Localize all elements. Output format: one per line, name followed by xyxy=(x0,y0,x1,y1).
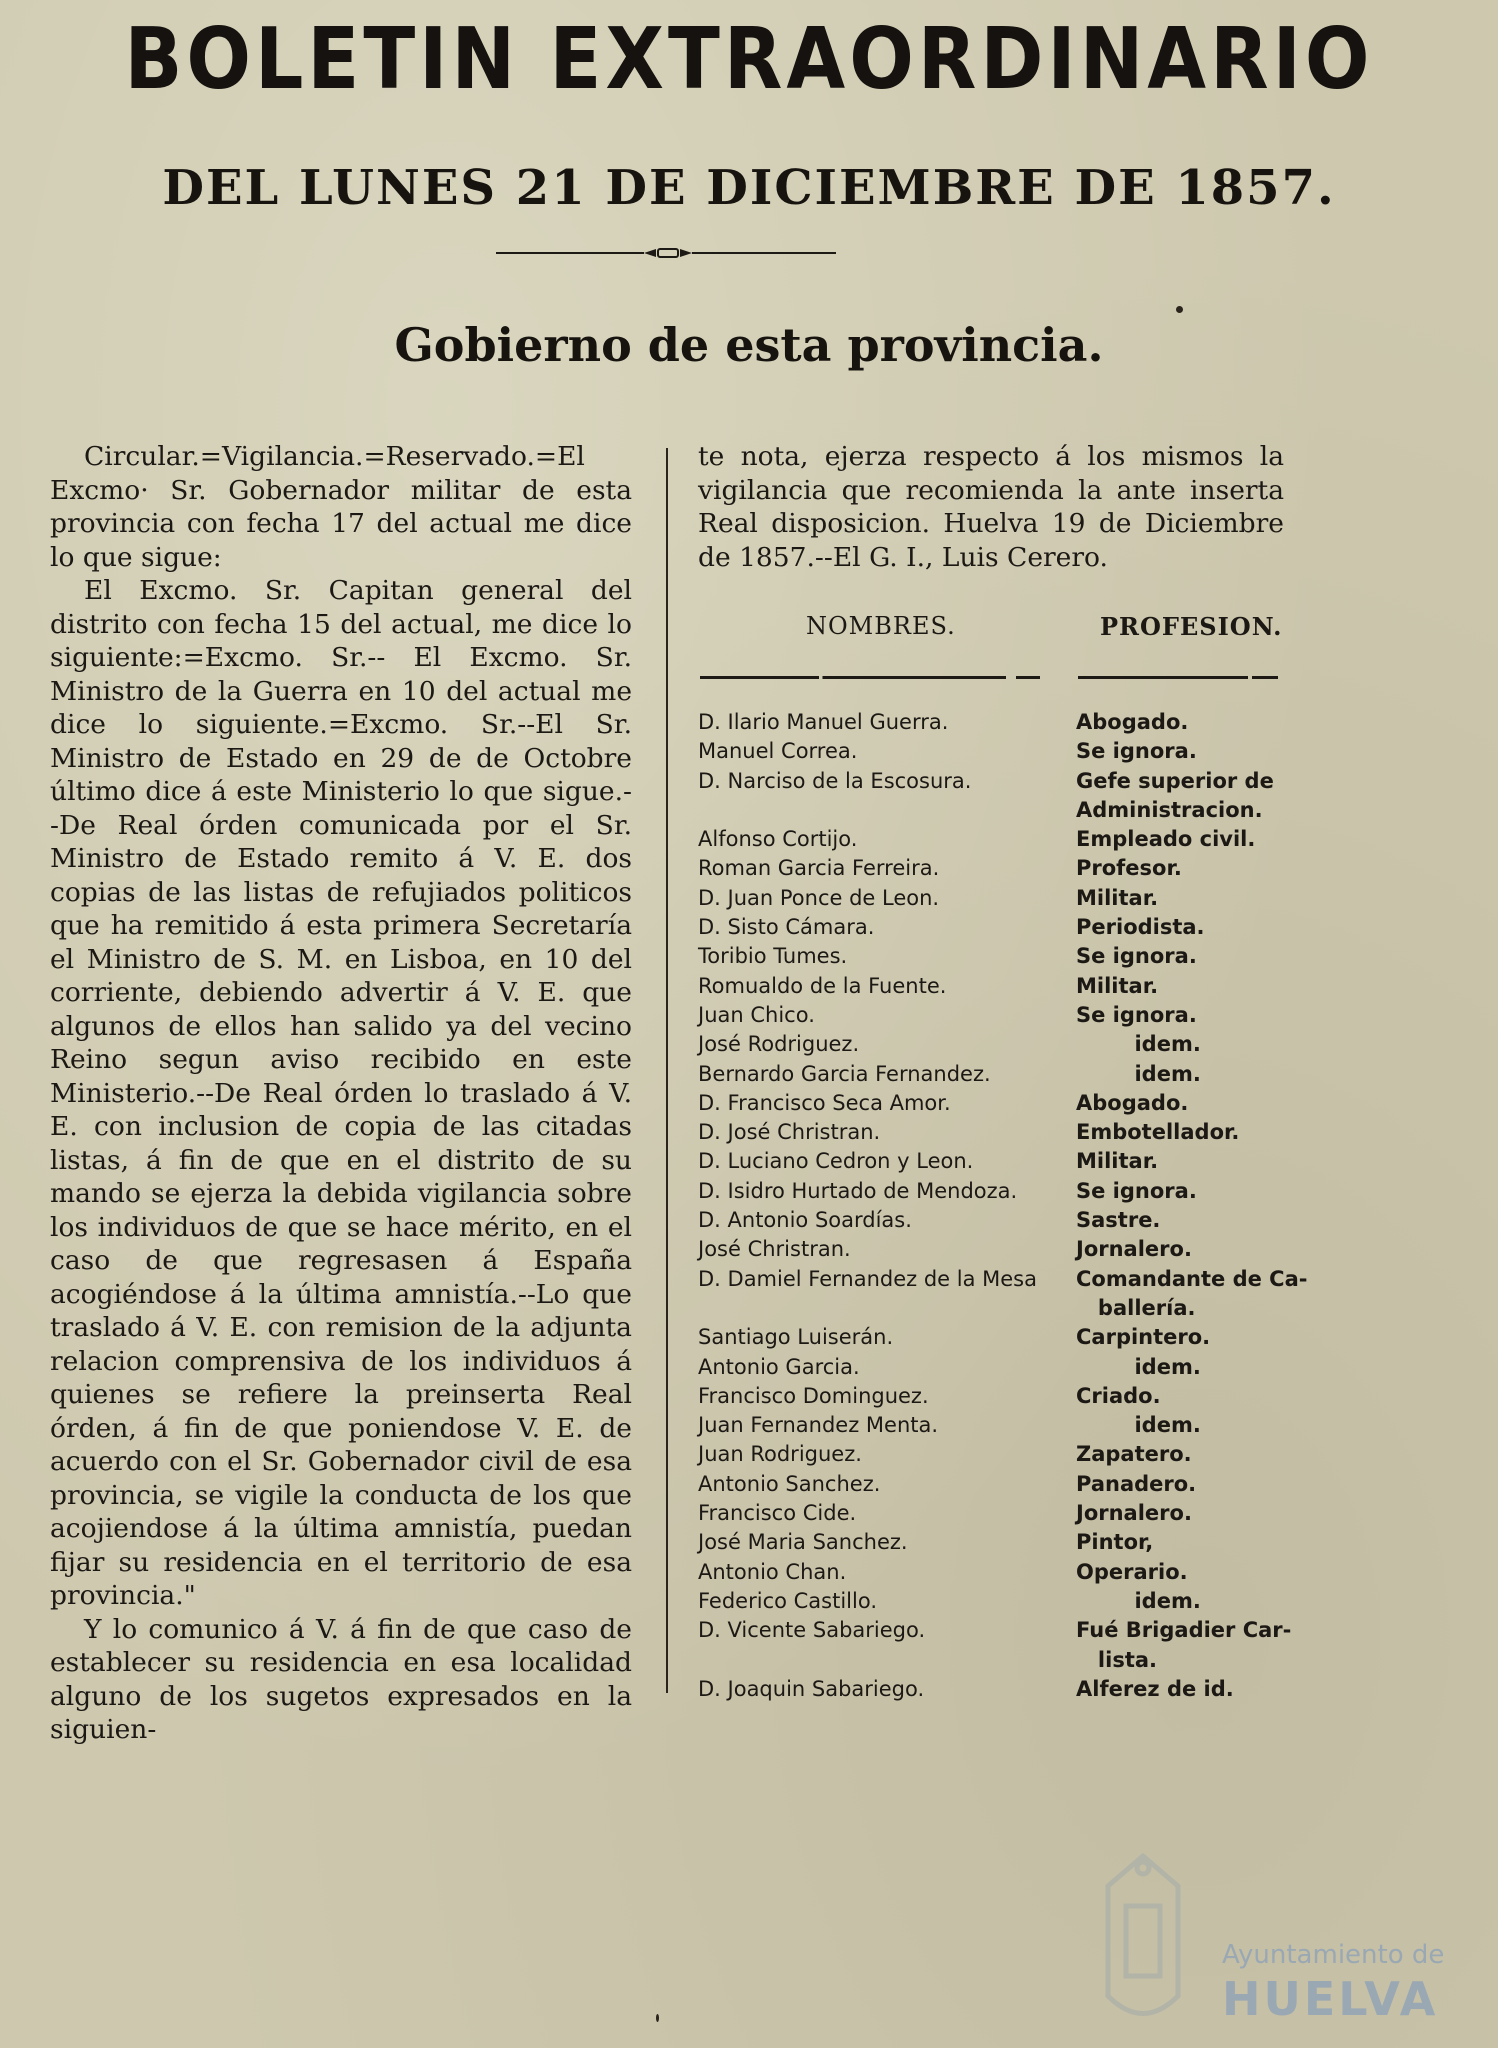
watermark-line1: Ayuntamiento de xyxy=(1222,1940,1445,1970)
list-item xyxy=(698,1382,1298,1411)
column-divider xyxy=(666,448,668,1693)
ink-spot xyxy=(1176,306,1183,313)
entry-name: Federico Castillo. xyxy=(698,1588,878,1613)
entry-name xyxy=(698,1646,1076,1675)
list-item xyxy=(698,1528,1298,1557)
list-item xyxy=(698,913,1298,942)
entry-profession: Se ignora. xyxy=(1076,739,1197,764)
list-item xyxy=(698,972,1298,1001)
entry-profession: Se ignora. xyxy=(1076,1178,1197,1203)
ink-spot xyxy=(656,2014,659,2022)
entry-name: Antonio Sanchez. xyxy=(698,1471,881,1496)
list-item xyxy=(698,1294,1298,1323)
entry-profession: lista. xyxy=(1076,1647,1158,1672)
entry-profession: Empleado civil. xyxy=(1076,827,1256,852)
entry-profession: Operario. xyxy=(1076,1559,1188,1584)
entry-profession: Profesor. xyxy=(1076,856,1182,881)
list-item xyxy=(698,854,1298,883)
entry-profession: Alferez de id. xyxy=(1076,1676,1234,1701)
list-item xyxy=(698,1646,1298,1675)
entry-name: Manuel Correa. xyxy=(698,739,858,764)
entry-profession: idem. xyxy=(1076,1588,1201,1613)
entry-profession: Sastre. xyxy=(1076,1208,1161,1233)
right-column-text xyxy=(698,440,1284,574)
entry-profession: Abogado. xyxy=(1076,710,1189,734)
entry-name: Francisco Cide. xyxy=(698,1501,857,1526)
profession-rule xyxy=(1078,676,1278,679)
paragraph-circular: Circular.=Vigilancia.=Reservado.=El Excmo· Sr. Gobernador militar de esta provincia con fecha 17 del actual me dice lo que sigue: xyxy=(50,441,632,573)
entry-profession: ballería. xyxy=(1076,1295,1196,1320)
list-item xyxy=(698,1675,1298,1704)
list-item xyxy=(698,1118,1298,1147)
entry-profession: Pintor, xyxy=(1076,1530,1154,1555)
entry-profession: Periodista. xyxy=(1076,915,1205,940)
entry-name: Alfonso Cortijo. xyxy=(698,827,858,852)
entry-profession: Militar. xyxy=(1076,885,1159,910)
entry-profession: Carpintero. xyxy=(1076,1325,1211,1350)
names-header: NOMBRES. xyxy=(806,612,956,640)
list-item xyxy=(698,884,1298,913)
divider-ornament xyxy=(496,246,836,260)
entry-name: D. Juan Ponce de Leon. xyxy=(698,885,940,910)
names-rule xyxy=(700,676,1040,679)
list-item xyxy=(698,1089,1298,1118)
watermark-line2: HUELVA xyxy=(1222,1972,1439,2026)
list-item xyxy=(698,1616,1298,1645)
section-title: Gobierno de esta provincia. xyxy=(394,318,1104,372)
entry-name: D. Isidro Hurtado de Mendoza. xyxy=(698,1178,1018,1203)
entry-name: Santiago Luiserán. xyxy=(698,1325,894,1350)
entry-profession: Abogado. xyxy=(1076,1090,1189,1115)
profession-header: PROFESION. xyxy=(1100,612,1283,641)
list-item xyxy=(698,1323,1298,1352)
entry-profession: Embotellador. xyxy=(1076,1120,1240,1145)
list-item xyxy=(698,1030,1298,1059)
entry-name: José Christran. xyxy=(698,1237,851,1262)
entry-name: Juan Fernandez Menta. xyxy=(698,1413,939,1438)
entry-name: D. Luciano Cedron y Leon. xyxy=(698,1149,974,1174)
entry-name: D. Sisto Cámara. xyxy=(698,915,875,940)
entry-name: D. Damiel Fernandez de la Mesa xyxy=(698,1266,1037,1291)
masthead-title: BOLETIN EXTRAORDINARIO xyxy=(124,8,1374,109)
entry-profession: idem. xyxy=(1076,1061,1201,1086)
entry-profession: Jornalero. xyxy=(1076,1501,1192,1526)
entry-profession: Militar. xyxy=(1076,973,1159,998)
list-item xyxy=(698,1470,1298,1499)
entry-name: Juan Rodriguez. xyxy=(698,1442,862,1467)
list-item xyxy=(698,1558,1298,1587)
entry-profession: Zapatero. xyxy=(1076,1442,1192,1467)
entry-name: D. Ilario Manuel Guerra. xyxy=(698,710,949,734)
entry-profession: Se ignora. xyxy=(1076,944,1197,969)
list-item xyxy=(698,1177,1298,1206)
entry-profession: Administracion. xyxy=(1076,797,1263,822)
entry-profession: Militar. xyxy=(1076,1149,1159,1174)
entry-profession: Jornalero. xyxy=(1076,1237,1192,1262)
entry-name: Bernardo Garcia Fernandez. xyxy=(698,1061,991,1086)
list-item xyxy=(698,1147,1298,1176)
list-item xyxy=(698,1060,1298,1089)
list-item xyxy=(698,1587,1298,1616)
date-line: DEL LUNES 21 DE DICIEMBRE DE 1857. xyxy=(162,160,1336,216)
entry-name: Juan Chico. xyxy=(698,1002,815,1027)
entry-profession: Criado. xyxy=(1076,1383,1161,1408)
entry-profession: idem. xyxy=(1076,1354,1201,1379)
entry-name xyxy=(698,796,1076,825)
list-item xyxy=(698,1353,1298,1382)
entry-profession: Se ignora. xyxy=(1076,1002,1197,1027)
entry-name: Toribio Tumes. xyxy=(698,944,848,969)
entry-name: José Maria Sanchez. xyxy=(698,1530,908,1555)
list-item xyxy=(698,1440,1298,1469)
list-item xyxy=(698,1001,1298,1030)
entry-name: D. Narciso de la Escosura. xyxy=(698,768,972,793)
entry-profession: Fué Brigadier Car- xyxy=(1076,1618,1292,1643)
refugee-list xyxy=(698,708,1308,1704)
entry-profession: idem. xyxy=(1076,1032,1201,1057)
left-column xyxy=(50,440,632,1747)
entry-name: Antonio Chan. xyxy=(698,1559,847,1584)
list-item xyxy=(698,1499,1298,1528)
paragraph-continuation: te nota, ejerza respecto á los mismos la vigilancia que recomienda la ante inserta Real disposicion. Huelva 19 de Diciembre de 1857.--El G. I., Luis Cerero. xyxy=(698,441,1284,573)
entry-name: Romualdo de la Fuente. xyxy=(698,973,947,998)
paragraph-body: El Excmo. Sr. Capitan general del distrito con fecha 15 del actual, me dice lo siguiente:=Excmo. Sr.-- El Excmo. Sr. Ministro de la Guerra en 10 del actual me dice lo siguiente.=Excmo. Sr.--El Sr. Ministro de Estado en 29 de de Octobre último dice á este Ministerio lo que sigue.--De Real órden comunicada por el Sr. Ministro de Estado remito á V. E. dos copias de las listas de refujiados politicos que ha remitido á esta primera Secretaría el Ministro de S. M. en Lisboa, en 10 del corriente, debiendo advertir á V. E. que algunos de ellos han salido ya del vecino Reino segun aviso recibido en este Ministerio.--De Real órden lo traslado á V. E. con inclusion de copia de las citadas listas, á fin de que en el distrito de su mando se ejerza la debida vigilancia sobre los individuos de que se hace mérito, en el caso de que regresasen á España acogiéndose á la última amnistía.--Lo que traslado á V. E. con remision de la adjunta relacion comprensiva de los individuos á quienes se refiere la preinserta Real órden, á fin de que poniendose V. E. de acuerdo con el Sr. Gobernador civil de esa provincia, se vigile la conducta de los que acojiendose á la última amnistía, puedan fijar su residencia en el territorio de esa provincia." xyxy=(50,575,632,1611)
entry-name: D. Joaquin Sabariego. xyxy=(698,1676,925,1701)
list-item xyxy=(698,942,1298,971)
list-item xyxy=(698,767,1298,796)
entry-name: D. Antonio Soardías. xyxy=(698,1208,912,1233)
entry-name: Antonio Garcia. xyxy=(698,1354,860,1379)
entry-name: D. Vicente Sabariego. xyxy=(698,1618,926,1643)
list-item xyxy=(698,825,1298,854)
list-item xyxy=(698,737,1298,766)
paragraph-closing: Y lo comunico á V. á fin de que caso de establecer su residencia en esa localidad alguno de los sugetos expresados en la siguien- xyxy=(50,1613,632,1745)
entry-profession: Gefe superior de xyxy=(1076,768,1274,793)
entry-profession: idem. xyxy=(1076,1413,1201,1438)
entry-profession: Panadero. xyxy=(1076,1471,1197,1496)
list-item xyxy=(698,1206,1298,1235)
entry-name: Francisco Dominguez. xyxy=(698,1383,929,1408)
entry-profession: Comandante de Ca- xyxy=(1076,1266,1308,1291)
entry-name: D. José Christran. xyxy=(698,1120,881,1145)
entry-name xyxy=(698,1294,1076,1323)
list-item xyxy=(698,1235,1298,1264)
list-item xyxy=(698,796,1298,825)
list-item xyxy=(698,1265,1308,1294)
entry-name: D. Francisco Seca Amor. xyxy=(698,1090,951,1115)
entry-name: José Rodriguez. xyxy=(698,1032,860,1057)
list-item xyxy=(698,1411,1298,1440)
list-item xyxy=(698,708,1298,737)
entry-name: Roman Garcia Ferreira. xyxy=(698,856,940,881)
